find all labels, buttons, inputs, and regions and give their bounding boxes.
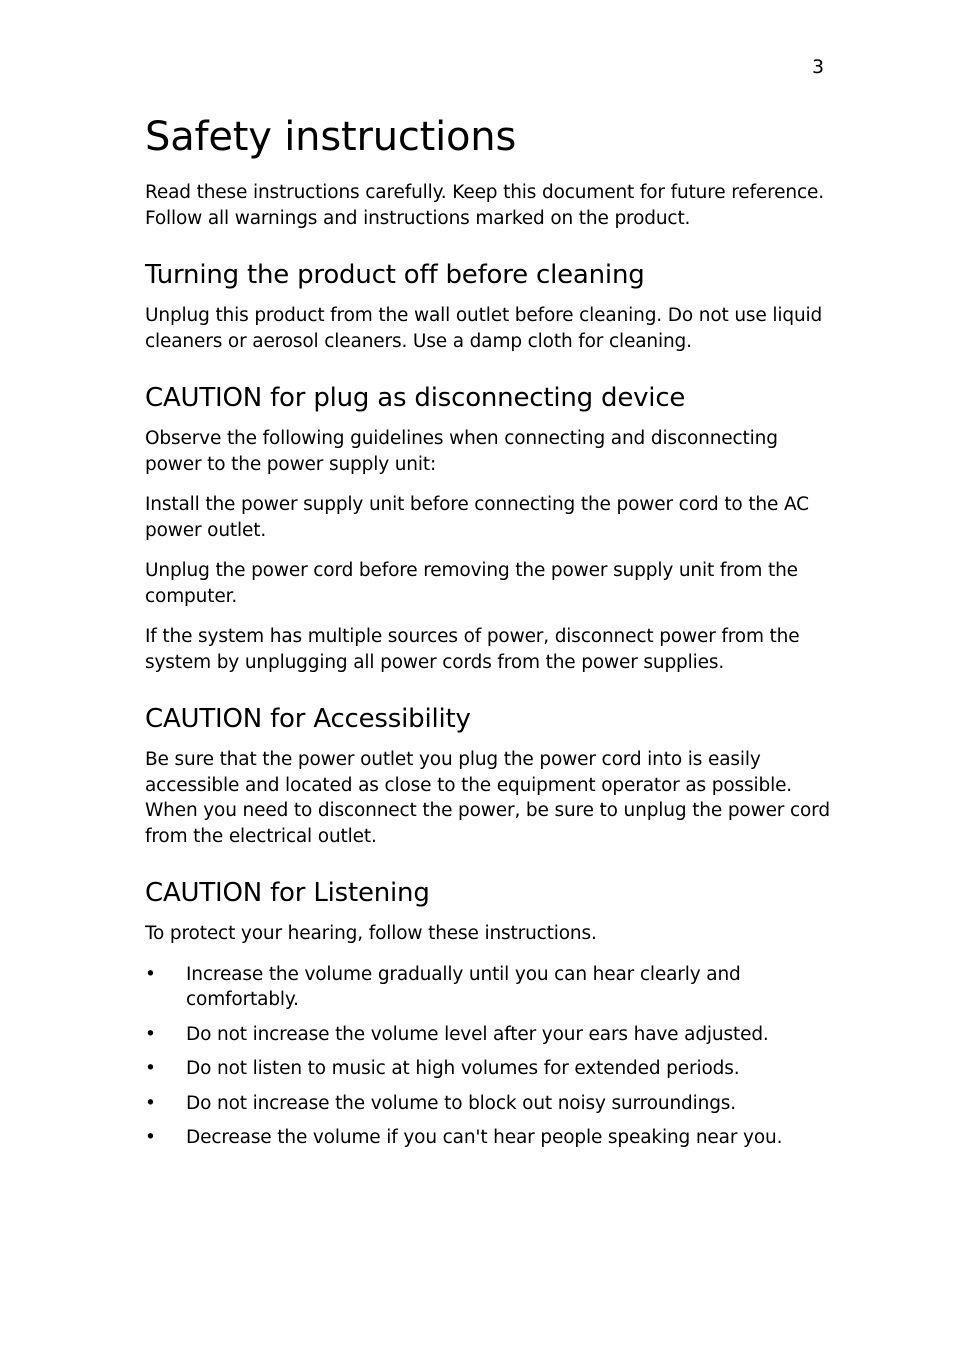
paragraph: To protect your hearing, follow these instructions. (145, 923, 597, 944)
list-item (145, 962, 835, 1013)
bullet-icon: • (145, 1058, 156, 1079)
list-item (145, 1125, 835, 1151)
paragraph: Unplug this product from the wall outlet before cleaning. Do not use liquid cleaners or aerosol cleaners. Use a damp cloth for cleaning. (145, 305, 823, 352)
section-heading-plug-disconnect: CAUTION for plug as disconnecting device (145, 383, 686, 413)
list-item-text: Decrease the volume if you can't hear people speaking near you. (186, 1127, 783, 1148)
listening-bullet-list (145, 962, 835, 1151)
bullet-icon: • (145, 1127, 156, 1148)
list-item-text: Increase the volume gradually until you can hear clearly and comfortably. (186, 963, 741, 1010)
page-title: Safety instructions (145, 114, 517, 160)
section-heading-cleaning: Turning the product off before cleaning (145, 260, 645, 290)
document-body (145, 112, 835, 1160)
paragraph: Be sure that the power outlet you plug the power cord into is easily accessible and located as close to the equipment operator as possible. When you need to disconnect the power, be sure to unplug the power cord from the electrical outlet. (145, 749, 830, 847)
paragraph: Unplug the power cord before removing the power supply unit from the computer. (145, 560, 798, 607)
section-heading-accessibility: CAUTION for Accessibility (145, 704, 471, 734)
page-number: 3 (812, 56, 825, 78)
list-item (145, 1091, 835, 1117)
paragraph: If the system has multiple sources of power, disconnect power from the system by unplugging all power cords from the power supplies. (145, 626, 800, 673)
bullet-icon: • (145, 1023, 156, 1045)
list-item (145, 1022, 835, 1048)
list-item (145, 1056, 835, 1082)
list-item-text: Do not listen to music at high volumes for extended periods. (186, 1058, 740, 1079)
paragraph: Install the power supply unit before connecting the power cord to the AC power outlet. (145, 494, 809, 541)
bullet-icon: • (145, 963, 156, 985)
paragraph: Observe the following guidelines when connecting and disconnecting power to the power supply unit: (145, 428, 778, 475)
intro-paragraph: Read these instructions carefully. Keep this document for future reference. Follow all warnings and instructions marked on the product. (145, 182, 824, 229)
bullet-icon: • (145, 1092, 156, 1114)
section-heading-listening: CAUTION for Listening (145, 878, 430, 908)
list-item-text: Do not increase the volume level after your ears have adjusted. (186, 1023, 769, 1045)
list-item-text: Do not increase the volume to block out noisy surroundings. (186, 1092, 737, 1114)
